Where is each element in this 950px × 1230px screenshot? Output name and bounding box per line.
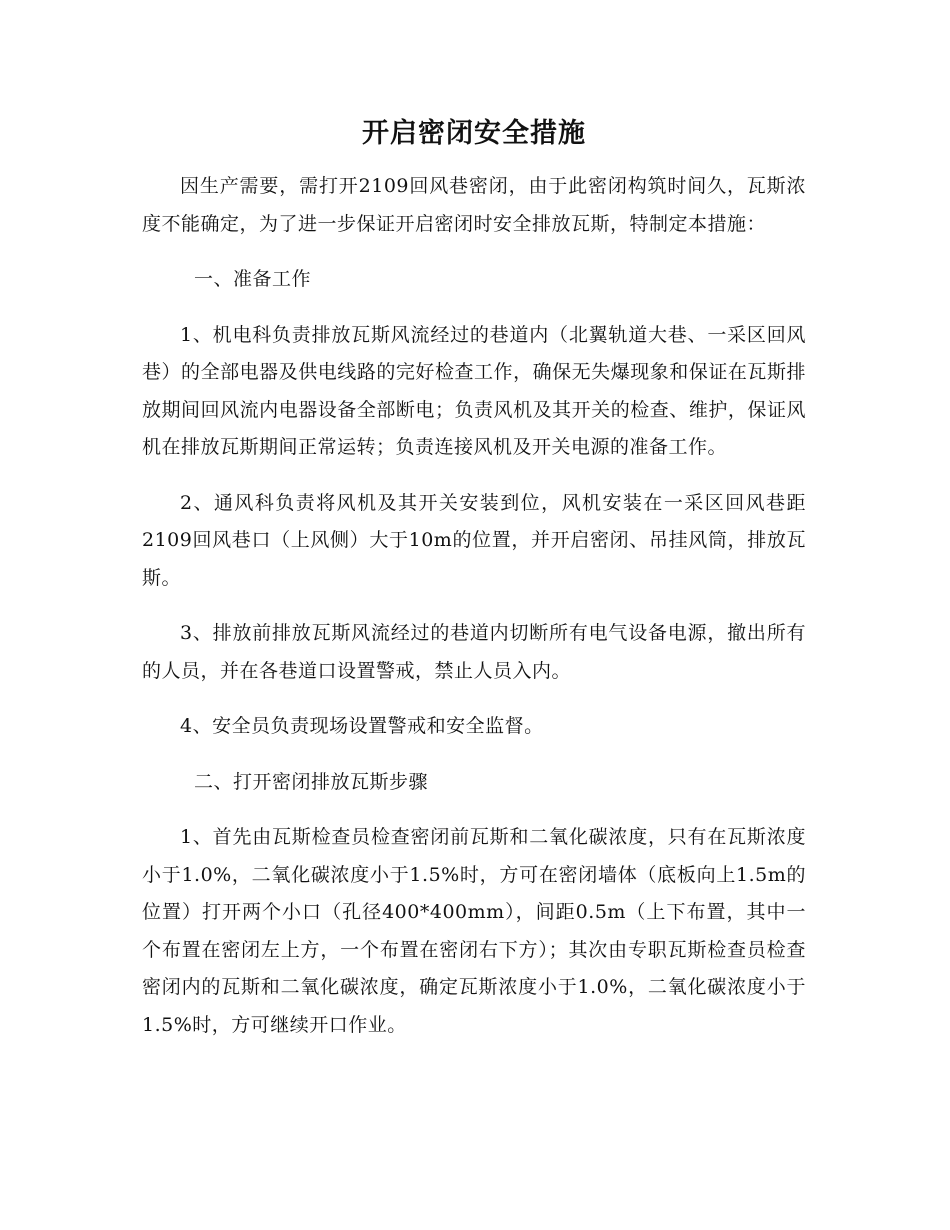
paragraph-spacer <box>142 746 806 764</box>
paragraph-spacer <box>142 690 806 708</box>
preparation-item-3: 3、排放前排放瓦斯风流经过的巷道内切断所有电气设备电源，撤出所有的人员，并在各巷道口设置警戒，禁止人员入内。 <box>142 622 806 682</box>
preparation-item-2: 2、通风科负责将风机及其开关安装到位，风机安装在一采区回风巷距2109回风巷口（上风侧）大于10m的位置，并开启密闭、吊挂风筒，排放瓦斯。 <box>142 491 806 589</box>
document-title: 开启密闭安全措施 <box>362 118 586 149</box>
paragraph-spacer <box>142 299 806 317</box>
paragraph-spacer <box>142 597 806 615</box>
steps-item-1: 1、首先由瓦斯检查员检查密闭前瓦斯和二氧化碳浓度，只有在瓦斯浓度小于1.0%，二氧化碳浓度小于1.5%时，方可在密闭墙体（底板向上1.5m的位置）打开两个小口（孔径400*400mm），间距0.5m（上下布置，其中一个布置在密闭左上方，一个布置在密闭右下方）；其次由专职瓦斯检查员检查密闭内的瓦斯和二氧化碳浓度，确定瓦斯浓度小于1.0%，二氧化碳浓度小于1.5%时，方可继续开口作业。 <box>142 826 806 1036</box>
section-heading-preparation: 一、准备工作 <box>194 268 312 290</box>
preparation-item-4: 4、安全员负责现场设置警戒和安全监督。 <box>180 715 544 737</box>
section-heading-steps: 二、打开密闭排放瓦斯步骤 <box>194 770 429 793</box>
paragraph-spacer <box>142 801 806 819</box>
preparation-item-1: 1、机电科负责排放瓦斯风流经过的巷道内（北翼轨道大巷、一采区回风巷）的全部电器及供电线路的完好检查工作，确保无失爆现象和保证在瓦斯排放期间回风流内电器设备全部断电；负责风机及其开关的检查、维护，保证风机在排放瓦斯期间正常运转；负责连接风机及开关电源的准备工作。 <box>142 323 806 458</box>
paragraph-spacer <box>142 467 806 485</box>
intro-paragraph: 因生产需要，需打开2109回风巷密闭，由于此密闭构筑时间久，瓦斯浓度不能确定，为了进一步保证开启密闭时安全排放瓦斯，特制定本措施： <box>142 175 806 235</box>
paragraph-spacer <box>142 243 806 261</box>
document-body <box>142 112 806 1044</box>
